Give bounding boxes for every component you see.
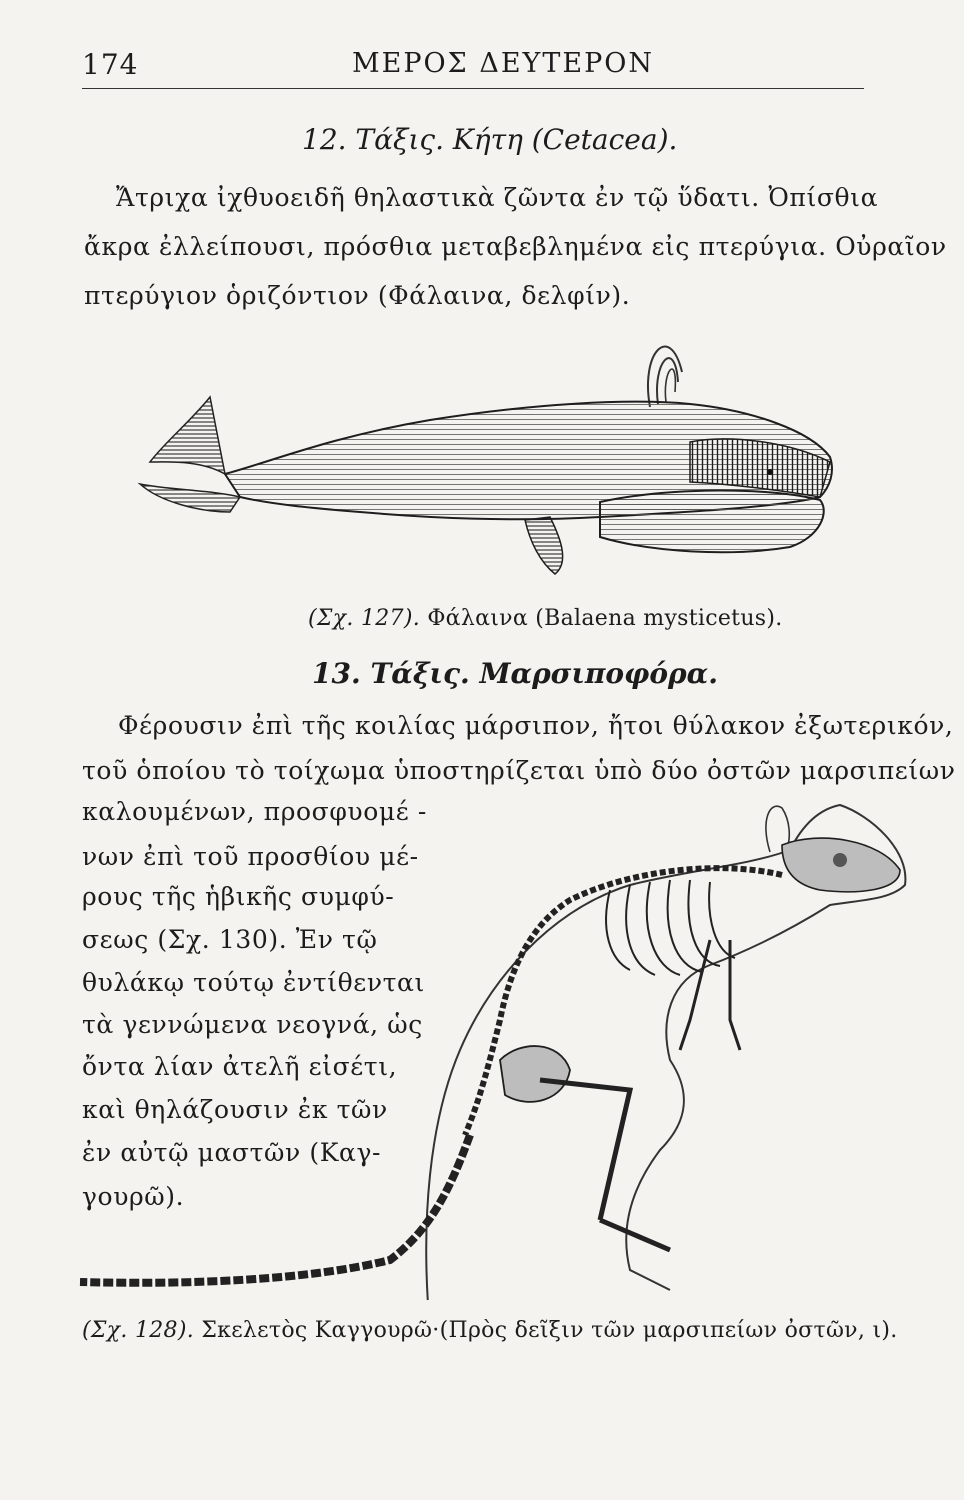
section-13-narrow-line-1: καλουμένων, προσφυομέ - <box>82 797 427 826</box>
section-13-line-1: Φέρουσιν ἐπὶ τῆς κοιλίας μάρσιπον, ἤτοι θύλακον ἐξωτερικόν, <box>118 711 954 740</box>
figure-128-ref: (Σχ. 128). <box>82 1318 195 1343</box>
kangaroo-skeleton-illustration <box>70 790 930 1300</box>
section-13-narrow-line-4: σεως (Σχ. 130). Ἐν τῷ <box>82 925 378 954</box>
section-13-narrow-line-5: θυλάκῳ τούτῳ ἐντίθενται <box>82 968 425 997</box>
running-title: ΜΕΡΟΣ ΔΕΥΤΕΡΟΝ <box>352 48 655 79</box>
section-12-line-2: ἄκρα ἐλλείπουσι, πρόσθια μεταβεβλημένα εἰς πτερύγια. Οὐραῖον <box>84 232 947 261</box>
section-12-line-1: Ἄτριχα ἰχθυοειδῆ θηλαστικὰ ζῶντα ἐν τῷ ὕδατι. Ὀπίσθια <box>116 183 879 212</box>
page-number: 174 <box>82 48 139 81</box>
section-13-narrow-line-3: ρους τῆς ἡβικῆς συμφύ- <box>82 882 395 911</box>
whale-illustration <box>130 312 845 590</box>
section-13-heading: 13. Τάξις. Μαρσιποφόρα. <box>312 657 718 690</box>
section-13-narrow-line-8: καὶ θηλάζουσιν ἐκ τῶν <box>82 1095 388 1124</box>
section-13-narrow-line-2: νων ἐπὶ τοῦ προσθίου μέ- <box>82 842 419 871</box>
figure-127-caption <box>308 606 783 631</box>
section-12-line-3: πτερύγιον ὁριζόντιον (Φάλαινα, δελφίν). <box>84 281 631 310</box>
header-rule <box>82 88 864 89</box>
figure-127-text: Φάλαινα (Balaena mysticetus). <box>427 606 783 631</box>
section-13-narrow-line-9: ἐν αὐτῷ μαστῶν (Καγ- <box>82 1138 382 1167</box>
figure-128-caption <box>82 1318 898 1343</box>
section-13-narrow-line-7: ὄντα λίαν ἀτελῆ εἰσέτι, <box>82 1052 398 1081</box>
section-13-line-2: τοῦ ὁποίου τὸ τοίχωμα ὑποστηρίζεται ὑπὸ δύο ὀστῶν μαρσιπείων <box>82 756 956 785</box>
figure-128-text: Σκελετὸς Καγγουρῶ·(Πρὸς δεῖξιν τῶν μαρσιπείων ὀστῶν, ι). <box>201 1318 898 1343</box>
section-13-narrow-line-10: γουρῶ). <box>82 1182 185 1211</box>
section-12-heading: 12. Τάξις. Κήτη (Cetacea). <box>302 123 678 156</box>
section-13-narrow-line-6: τὰ γεννώμενα νεογνά, ὡς <box>82 1010 423 1039</box>
running-head <box>82 46 864 86</box>
figure-127-ref: (Σχ. 127). <box>308 606 421 631</box>
